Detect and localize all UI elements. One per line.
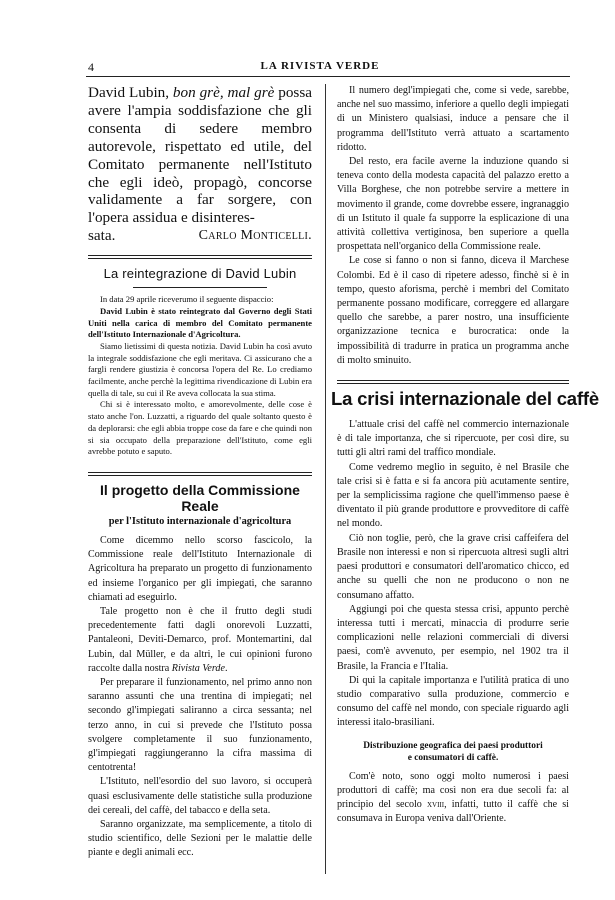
caffe-subheading-line: e consumatori di caffè.	[407, 752, 499, 763]
opening-paragraph: David Lubin, bon grè, mal grè possa avere l'ampia soddisfazione che gli consenta di sedere membro autorevole, rispettato ed utile, del Comitato permanente nell'Istituto che egli ideò, propagò, concorse validamente a far sorgere, con l'opera assidua e disinteres-	[88, 84, 312, 227]
section-rule-double	[88, 258, 312, 259]
section-rule-double	[88, 475, 312, 476]
caffe-title: La crisi internazionale del caffè	[331, 388, 599, 410]
caffe-paragraph: Com'è noto, sono oggi molto numerosi i paesi produttori di caffè; ma così non era due secoli fa: al principio del secolo xviii, infatti, tutto il caffè che si consumava in Europa veniva dall'Oriente.	[337, 770, 569, 825]
intro-paragraph: Del resto, era facile averne la induzione quando si teneva conto della modesta capacità del palazzo eretto a Villa Borghese, che non potrebbe servire a mettere in movimento il grande, come dovrebbe essere, ingranaggio di un Istituto il quale fa supporre la esplicazione di una attività collettiva vertiginosa, ben superiore a quella prospettata nell'organico della Commissione reale.	[337, 156, 569, 253]
caffe-paragraph: Come vedremo meglio in seguito, è nel Brasile che tale crisi si è fatta e si fa ancora più acutamente sentire, per la semplicissima ragione che quell'immenso paese è diventato il più grande produttore e provveditore di caffè nel mondo.	[337, 461, 569, 530]
progetto-paragraph: Per preparare il funzionamento, nel primo anno non saranno assunti che una trentina di impiegati; nel secondo gl'impiegati saliranno a circa sessanta; nel terzo anno, in cui si prevede che l'Istituto possa svolgere completamente il suo funzionamento, gl'impiegati raggiungeranno la cifra massima di centotrenta!	[88, 677, 312, 774]
journal-title: LA RIVISTA VERDE	[260, 60, 380, 72]
closing-word: sata.	[88, 227, 116, 245]
right-column	[331, 84, 599, 826]
author-signature: Carlo Monticelli.	[198, 228, 312, 244]
progetto-paragraph: L'Istituto, nell'esordio del suo lavoro, si occuperà quasi esclusivamente delle statistiche sulla produzione dei cereali, del caffè, del tabacco e della seta.	[88, 776, 312, 816]
reintegrazione-paragraph: In data 29 aprile riceverumo il seguente dispaccio:	[100, 294, 274, 305]
reintegrazione-paragraph: Siamo lietissimi di questa notizia. David Lubin ha così avuto la integrale soddisfazione che egli meritava. Ci assicurano che a fargli rendere giustizia è concorsa l'opera del Re. Lo crediamo facilmente, anche perchè la legittima rivendicazione di Lubin era quella di tale, su cui il Re aveva collocata la sua stima.	[88, 340, 312, 398]
reintegrazione-paragraph: Chi si è interessato molto, e amorevolmente, delle cose è stato anche l'on. Luzzatti, a riguardo del quale soltanto questo è da deplorarsi: che egli abbia troppe cose da fare e che quindi non si sia occupato della preparazione dell'Istituto, come egli avrebbe potuto e saputo.	[88, 399, 312, 457]
caffe-subheading-line: Distribuzione geografica dei paesi produttori	[363, 740, 543, 751]
header-rule	[86, 76, 570, 77]
caffe-subheading	[337, 740, 569, 764]
progetto-paragraph: Tale progetto non è che il frutto degli studi precedentemente fatti dagli onorevoli Luzzatti, Pantaleoni, Deviti-Demarco, prof. Montemartini, dal Lubin, dal Müller, e da altri, le cui opinioni furono raccolte dalla nostra Rivista Verde.	[88, 606, 312, 674]
progetto-subtitle: per l'Istituto internazionale d'agricoltura	[108, 516, 292, 527]
signature-line	[88, 227, 312, 245]
title-underline	[133, 287, 267, 288]
caffe-paragraph: L'attuale crisi del caffè nel commercio internazionale è di tale importanza, che si ripercuote, per così dire, su tutti gli altri rami del traffico mondiale.	[337, 419, 569, 459]
section-rule-double	[337, 383, 569, 384]
intro-paragraph: Il numero degl'impiegati che, come si vede, sarebbe, anche nel suo massimo, inferiore a quello degli impiegati di un Ministero qualsiasi, induce a pensare che il programma dell'Istituto verrà attuato a scartamento ridotto.	[337, 85, 569, 153]
page-number: 4	[88, 60, 94, 74]
page-header	[70, 60, 570, 74]
reintegrazione-title: La reintegrazione di David Lubin	[103, 266, 297, 282]
reintegrazione-body	[88, 294, 312, 458]
left-column	[88, 84, 312, 861]
section-rule	[337, 380, 569, 381]
caffe-body	[337, 418, 569, 730]
caffe-paragraph: Di qui la capitale importanza e l'utilità pratica di uno studio comparativo sulla produzione, commercio e consumo del caffè nel mondo, con speciale riguardo agli interessi italo-brasiliani.	[337, 674, 569, 729]
section-rule	[88, 255, 312, 256]
reintegrazione-paragraph: David Lubin è stato reintegrato dal Governo degli Stati Uniti nella carica di membro del Comitato permanente dell'Istituto Internazionale d'Agricoltura.	[88, 305, 312, 340]
caffe-paragraph: Aggiungi poi che questa stessa crisi, appunto perchè interessa tutti i mercati, minaccia di produrre serie complicazioni nelle relazioni commerciali di diversi paesi, com'è avvenuto, per esempio, nel 1902 tra il Brasile, la Francia e l'Italia.	[337, 603, 569, 672]
progetto-paragraph: Come dicemmo nello scorso fascicolo, la Commissione reale dell'Istituto Internazionale di Agricoltura ha preparato un progetto di funzionamento ed insieme l'organico per gli impiegati, che saranno chiamati ad eseguirlo.	[88, 535, 312, 603]
column-divider	[325, 84, 326, 874]
section-rule	[88, 472, 312, 473]
progetto-body	[88, 534, 312, 861]
caffe-paragraph: Ciò non toglie, però, che la grave crisi caffeifera del Brasile non interessi e non si ripercuota altresì sugli altri paesi produttori e consumatori dell'aromatico chicco, ed anche su quelli che non ne producono o non ne consumano affatto.	[337, 532, 569, 601]
intro-paragraph: Le cose si fanno o non si fanno, diceva il Marchese Colombi. Ed è il caso di ripetere adesso, finchè si è in tempo, questo aforisma, perchè i membri del Comitato permanente possano modificare, correggere ed allargare quello che sarebbe, a parer nostro, una insufficiente organizzazione tecnica e burocratica: onde la impossibilità di tradurre in pratica un programma anche di molto sminuito.	[337, 255, 569, 366]
progetto-paragraph: Saranno organizzate, ma semplicemente, a titolo di studio scientifico, delle Sezioni per le malattie delle piante e degli animali ecc.	[88, 819, 312, 859]
progetto-title: Il progetto della Commissione Reale	[100, 482, 300, 514]
